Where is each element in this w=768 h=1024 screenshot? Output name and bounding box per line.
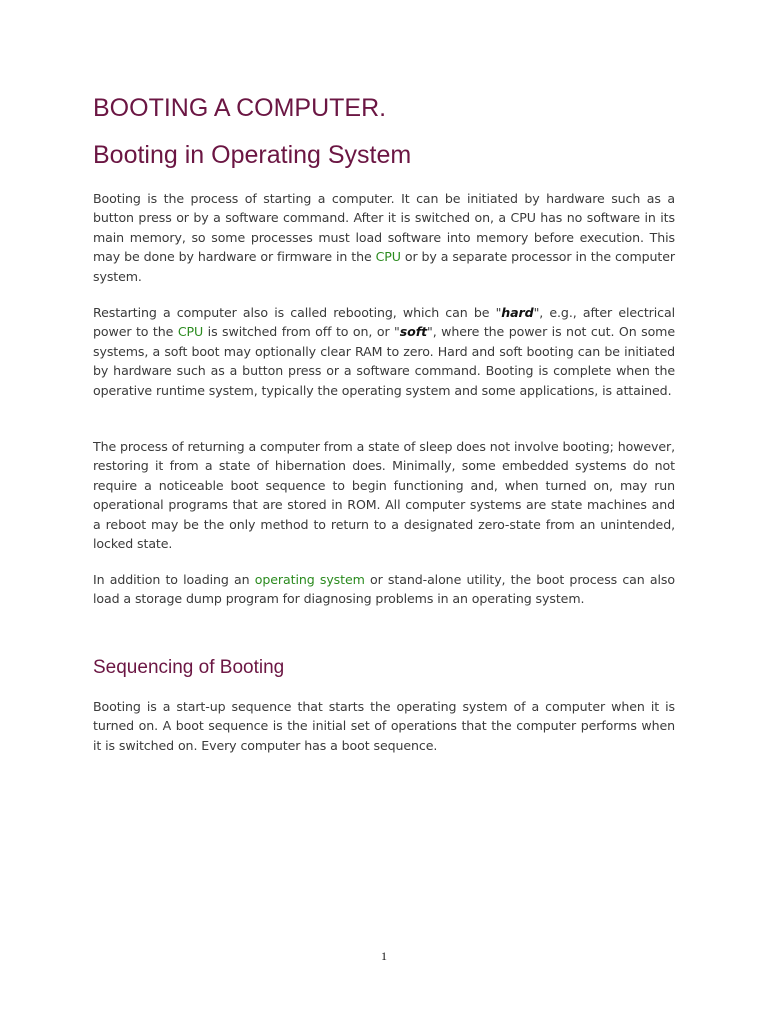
subsection-heading: Sequencing of Booting xyxy=(93,657,285,678)
paragraph-boot-sequence: Booting is a start-up sequence that starts the operating system of a computer when it is turned on. A boot sequence is the initial set of operations that the computer performs when it is switched on. Every computer has a boot sequence. xyxy=(93,699,675,753)
paragraph-booting-definition xyxy=(93,189,675,286)
paragraph-text: ", e.g., after electrical power to the xyxy=(93,305,676,340)
paragraph-text: or stand-alone utility, the boot process can also load a storage dump program for diagnosing problems in an operating system. xyxy=(93,572,675,607)
document-title: BOOTING A COMPUTER. xyxy=(93,94,387,122)
section-heading: Booting in Operating System xyxy=(93,141,412,169)
operating-system-link[interactable]: operating system xyxy=(254,572,365,587)
paragraph-text: In addition to loading an xyxy=(93,572,255,587)
paragraph-text: is switched from off to on, or " xyxy=(203,324,400,340)
paragraph-text: or by a separate processor in the computer system. xyxy=(93,249,675,284)
page-number: 1 xyxy=(381,949,387,963)
paragraph-text: Restarting a computer also is called rebooting, which can be " xyxy=(93,305,502,320)
paragraph-text: ", where the power is not cut. On some systems, a soft boot may optionally clear RAM to zero. Hard and soft booting can be initiated by hardware such as a button press or a software command. Booting is complete when the operative runtime system, typically the operating system and some applications, is attained. xyxy=(93,324,675,398)
paragraph-text: Booting is the process of starting a computer. It can be initiated by hardware such as a button press or by a software command. After it is switched on, a CPU has no software in its main memory, so some processes must load software into memory before execution. This may be done by hardware or firmware in the xyxy=(93,191,675,265)
cpu-link[interactable]: CPU xyxy=(375,249,401,265)
paragraph-storage-dump xyxy=(93,570,675,609)
cpu-link[interactable]: CPU xyxy=(177,324,204,340)
hard-emphasis: hard xyxy=(501,305,534,320)
soft-emphasis: soft xyxy=(399,324,427,340)
paragraph-sleep-hibernation: The process of returning a computer from a state of sleep does not involve booting; however, restoring it from a state of hibernation does. Minimally, some embedded systems do not require a noticeable boot sequence to begin functioning and, when turned on, may run operational programs that are stored in ROM. All computer systems are state machines and a reboot may be the only method to return to a designated zero-state from an unintended, locked state. xyxy=(93,439,676,552)
paragraph-rebooting xyxy=(93,303,675,400)
